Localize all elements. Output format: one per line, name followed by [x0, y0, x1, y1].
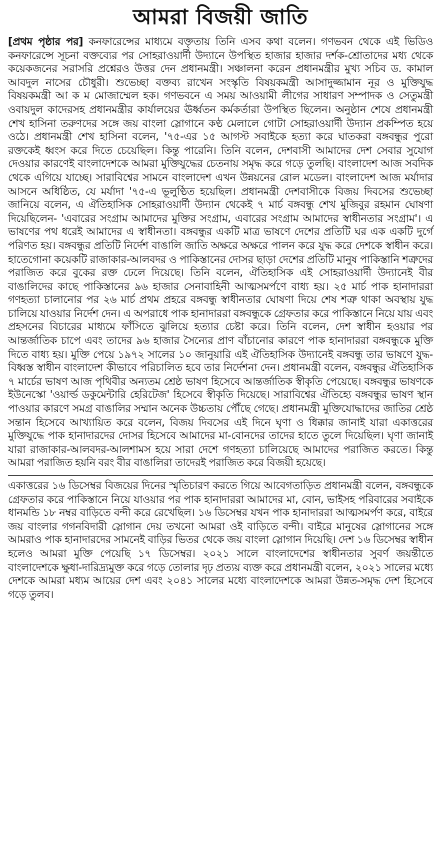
article-headline: আমরা বিজয়ী জাতি	[133, 5, 308, 29]
article-body	[8, 36, 433, 602]
paragraph-text: কনফারেন্সের মাধ্যমে বক্তৃতায় তিনি এসব কথা বলেন। গণভবন থেকে এই ভিডিও কনফারেন্সে সূচনা বক্তব্যের পর সোহরাওয়ার্দী উদ্যানে উপস্থিত হাজার হাজার দর্শক-শ্রোতাদের মধ্য থেকে কয়েকজনের সরাসরি প্রশ্নেরও উত্তর দেন প্রধানমন্ত্রী। সঞ্চালনা করেন প্রধানমন্ত্রীর মুখ্য সচিব ড. কামাল আবদুল নাসের চৌধুরী। শুভেচ্ছা বক্তব্য রাখেন সংস্কৃতি বিষয়কমন্ত্রী আসাদুজ্জামান নূর ও মুক্তিযুদ্ধ বিষয়কমন্ত্রী আ ক ম মোজাম্মেল হক। গণভবনে এ সময় আওয়ামী লীগের সাধারণ সম্পাদক ও সেতুমন্ত্রী ওবায়দুল কাদেরসহ প্রধানমন্ত্রীর কার্যালয়ের ঊর্ধ্বতন কর্মকর্তারা উপস্থিত ছিলেন। অনুষ্ঠান শেষে প্রধানমন্ত্রী শেখ হাসিনা তরুণদের সঙ্গে জয় বাংলা স্লোগানে কণ্ঠ মেলালে গোটা সোহরাওয়ার্দী উদ্যান প্রকম্পিত হয়ে ওঠে। প্রধানমন্ত্রী শেখ হাসিনা বলেন, '৭৫-এর ১৫ আগস্ট সবাইকে হত্যা করে ঘাতকরা বঙ্গবন্ধুর পুরো রক্তকেই ধ্বংস করে দিতে চেয়েছিল। কিন্তু পারেনি। তিনি বলেন, দেশবাসী আমাদের দেশ সেবার সুযোগ দেওয়ার কারণেই বাংলাদেশকে আমরা মুক্তিযুদ্ধের চেতনায় সমৃদ্ধ করে গড়ে তুলছি। বাংলাদেশ আজ সবদিক থেকে এগিয়ে যাচ্ছে। সারাবিশ্বের সামনে বাংলাদেশ এখন উন্নয়নের রোল মডেল। বাংলাদেশ আজ মর্যাদার আসনে অধিষ্ঠিত, যে মর্যাদা '৭৫-এ ভূলুণ্ঠিত হয়েছিল। প্রধানমন্ত্রী দেশবাসীকে বিজয় দিবসের শুভেচ্ছা জানিয়ে বলেন, এ ঐতিহাসিক সোহরাওয়ার্দী উদ্যান থেকেই ৭ মার্চ বঙ্গবন্ধু শেখ মুজিবুর রহমান ঘোষণা দিয়েছিলেন- 'এবারের সংগ্রাম আমাদের মুক্তির সংগ্রাম, এবারের সংগ্রাম আমাদের স্বাধীনতার সংগ্রাম'। এ ভাষণের পথ ধরেই আমাদের এ স্বাধীনতা। বঙ্গবন্ধুর একটি মাত্র ভাষণে দেশের প্রতিটি ঘর এক একটি দুর্গে পরিণত হয়। বঙ্গবন্ধুর প্রতিটি নির্দেশ বাঙালি জাতি অক্ষরে অক্ষরে পালন করে যুদ্ধ করে দেশকে স্বাধীন করে। হাতেগোনা কয়েকটি রাজাকার-আলবদর ও পাকিস্তানের দোসর ছাড়া দেশের প্রতিটি মানুষ পাকিস্তানি শত্রুদের পরাজিত করে বুকের রক্ত ঢেলে দিয়েছে। তিনি বলেন, ঐতিহাসিক এই সোহরাওয়ার্দী উদ্যানেই বীর বাঙালিদের কাছে পাকিস্তানের ৯৬ হাজার সেনাবাহিনী আত্মসমর্পণে বাধ্য হয়। ২৫ মার্চ পাক হানাদাররা গণহত্যা চালানোর পর ২৬ মার্চ প্রথম প্রহরে বঙ্গবন্ধু স্বাধীনতার ঘোষণা দিয়ে শেষ শত্রু থাকা অবস্থায় যুদ্ধ চালিয়ে যাওয়ার নির্দেশ দেন। এ অপরাধে পাক হানাদাররা বঙ্গবন্ধুকে গ্রেফতার করে পাকিস্তানে নিয়ে যায় এবং প্রহসনের বিচারের মাধ্যমে ফাঁসিতে ঝুলিয়ে হত্যার চেষ্টা করে। তিনি বলেন, দেশ স্বাধীন হওয়ার পর আন্তর্জাতিক চাপে এবং তাদের ৯৬ হাজার সৈন্যের প্রাণ বাঁচানোর কারণে পাক হানাদাররা বঙ্গবন্ধুকে মুক্তি দিতে বাধ্য হয়। মুক্তি পেয়ে ১৯৭২ সালের ১০ জানুয়ারি এই ঐতিহাসিক উদ্যানেই বঙ্গবন্ধু তার ভাষণে যুদ্ধ-বিধ্বস্ত স্বাধীন বাংলাদেশ কীভাবে পরিচালিত হবে তার নির্দেশনা দেন। প্রধানমন্ত্রী বলেন, বঙ্গবন্ধুর ঐতিহাসিক ৭ মার্চের ভাষণ আজ পৃথিবীর অন্যতম শ্রেষ্ঠ ভাষণ হিসেবে আন্তর্জাতিক স্বীকৃতি পেয়েছে। বঙ্গবন্ধুর ভাষণকে ইউনেস্কো 'ওয়ার্ল্ড ডকুমেন্টারি হেরিটেজ' হিসেবে স্বীকৃতি দিয়েছে। সারাবিশ্বের ঐতিহ্যে বঙ্গবন্ধুর ভাষণ স্থান পাওয়ার কারণে সমগ্র বাঙালির সম্মান অনেক উচ্চতায় পৌঁছে গেছে। প্রধানমন্ত্রী মুক্তিযোদ্ধাদের জাতির শ্রেষ্ঠ সন্তান হিসেবে আখ্যায়িত করে বলেন, বিজয় দিবসের এই দিনে ঘৃণা ও ধিক্কার জানাই যারা একাত্তরের মুক্তিযুদ্ধে পাক হানাদারদের দোসর হিসেবে আমাদের মা-বোনদের তাদের হাতে তুলে দিয়েছিল। ঘৃণা জানাই যারা রাজাকার-আলবদর-আলশামস হয়ে সারা দেশে গণহত্যা চালিয়েছে আমাদের পরাজিত করতে। কিন্তু আমরা পরাজিত হয়নি বরং বীর বাঙালিরা তাদেরই পরাজিত করে বিজয়ী হয়েছে।	[8, 36, 433, 470]
article-paragraph-2: একাত্তরের ১৬ ডিসেম্বর বিজয়ের দিনের স্মৃতিচারণ করতে গিয়ে আবেগতাড়িত প্রধানমন্ত্রী বলেন, বঙ্গবন্ধুকে গ্রেফতার করে পাকিস্তানে নিয়ে যাওয়ার পর পাক হানাদাররা আমাদের মা, বোন, ভাইসহ পরিবারের সবাইকে ধানমন্ডি ১৮ নম্বর বাড়িতে বন্দী করে রেখেছিল। ১৬ ডিসেম্বর যখন পাক হানাদাররা আত্মসমর্পণ করে, বাইরে জয় বাংলার গগনবিদারী স্লোগান দেয় তখনো আমরা ওই বাড়িতে বন্দী। বাইরে মানুষের স্লোগানের সঙ্গে আমরাও পাক হানাদারদের সামনেই বাড়ির ভিতর থেকে জয় বাংলা স্লোগান দিয়েছি। দেশ ১৬ ডিসেম্বর স্বাধীন হলেও আমরা মুক্তি পেয়েছি ১৭ ডিসেম্বর। ২০২১ সালে বাংলাদেশের স্বাধীনতার সুবর্ণ জয়ন্তীতে বাংলাদেশকে ক্ষুধা-দারিদ্র্যমুক্ত করে গড়ে তোলার দৃঢ় প্রত্যয় ব্যক্ত করে প্রধানমন্ত্রী বলেন, ২০২১ সালের মধ্যে দেশকে আমরা মধ্যম আয়ের দেশ এবং ২০৪১ সালের মধ্যে বাংলাদেশকে আমরা উন্নত-সমৃদ্ধ দেশ হিসেবে গড়ে তুলব।	[8, 480, 433, 601]
section-divider	[8, 475, 433, 476]
article-paragraph-1	[8, 36, 433, 471]
continuation-label: [প্রথম পৃষ্ঠার পর]	[8, 36, 84, 48]
